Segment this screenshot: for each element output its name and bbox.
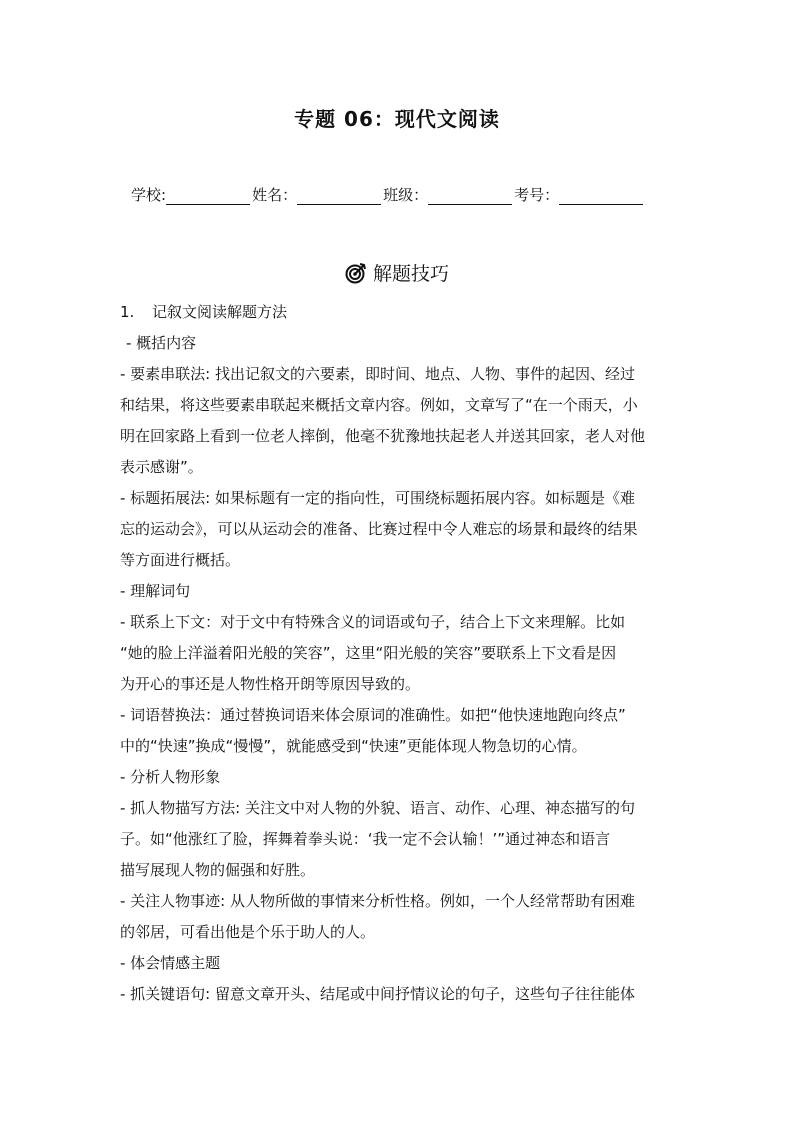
paragraph-line: 表示感谢”。 bbox=[120, 458, 203, 476]
paragraph-line: “她的脸上洋溢着阳光般的笑容”，这里“阳光般的笑容”要联系上下文看是因 bbox=[120, 644, 617, 662]
subheading-emotion: - 体会情感主题 bbox=[120, 954, 221, 972]
paragraph-line: - 标题拓展法: 如果标题有一定的指向性，可围绕标题拓展内容。如标题是《难 bbox=[120, 489, 636, 507]
school-blank[interactable] bbox=[166, 188, 250, 205]
subheading-words: - 理解词句 bbox=[120, 582, 191, 600]
main-content bbox=[120, 297, 680, 1010]
paragraph-line: 子。如“他涨红了脸，挥舞着拳头说：‘我一定不会认输！’”通过神态和语言 bbox=[120, 830, 611, 848]
paragraph-line: 为开心的事还是人物性格开朗等原因导致的。 bbox=[120, 675, 421, 693]
target-icon bbox=[345, 262, 367, 284]
number-blank[interactable] bbox=[559, 188, 643, 205]
name-blank[interactable] bbox=[297, 188, 381, 205]
paragraph-line: - 要素串联法: 找出记叙文的六要素，即时间、地点、人物、事件的起因、经过 bbox=[120, 365, 636, 383]
section-heading bbox=[0, 259, 794, 286]
subheading-character: - 分析人物形象 bbox=[120, 768, 221, 786]
paragraph-line: - 抓人物描写方法: 关注文中对人物的外貌、语言、动作、心理、神态描写的句 bbox=[120, 799, 636, 817]
paragraph-line: 等方面进行概括。 bbox=[120, 551, 241, 569]
class-label: 班级： bbox=[383, 186, 429, 204]
list-item-heading: 1. 记叙文阅读解题方法 bbox=[120, 297, 680, 328]
page-title: 专题 06：现代文阅读 bbox=[294, 107, 500, 131]
student-info-row bbox=[131, 184, 645, 205]
paragraph-line: 和结果，将这些要素串联起来概括文章内容。例如，文章写了“在一个雨天，小 bbox=[120, 396, 638, 414]
paragraph-line: 忘的运动会》，可以从运动会的准备、比赛过程中令人难忘的场景和最终的结果 bbox=[120, 520, 638, 538]
section-heading-text: 解题技巧 bbox=[372, 263, 449, 285]
paragraph-line: 明在回家路上看到一位老人摔倒，他毫不犹豫地扶起老人并送其回家，老人对他 bbox=[120, 427, 646, 445]
paragraph-line: - 抓关键语句: 留意文章开头、结尾或中间抒情议论的句子，这些句子往往能体 bbox=[120, 985, 636, 1003]
paragraph-line: - 词语替换法：通过替换词语来体会原词的准确性。如把“他快速地跑向终点” bbox=[120, 706, 626, 724]
paragraph-line: 中的“快速”换成“慢慢”，就能感受到“快速”更能体现人物急切的心情。 bbox=[120, 737, 587, 755]
class-blank[interactable] bbox=[428, 188, 512, 205]
paragraph-line: - 关注人物事迹: 从人物所做的事情来分析性格。例如，一个人经常帮助有困难 bbox=[120, 892, 636, 910]
list-number: 1. bbox=[120, 303, 135, 321]
paragraph-line: 描写展现人物的倔强和好胜。 bbox=[120, 861, 316, 879]
school-label: 学校: bbox=[131, 186, 167, 204]
subheading-summary: - 概括内容 bbox=[126, 334, 197, 352]
paragraph-line: 的邻居，可看出他是个乐于助人的人。 bbox=[120, 923, 376, 941]
number-label: 考号： bbox=[514, 186, 560, 204]
name-label: 姓名： bbox=[252, 186, 298, 204]
paragraph-line: - 联系上下文：对于文中有特殊含义的词语或句子，结合上下文来理解。比如 bbox=[120, 613, 626, 631]
